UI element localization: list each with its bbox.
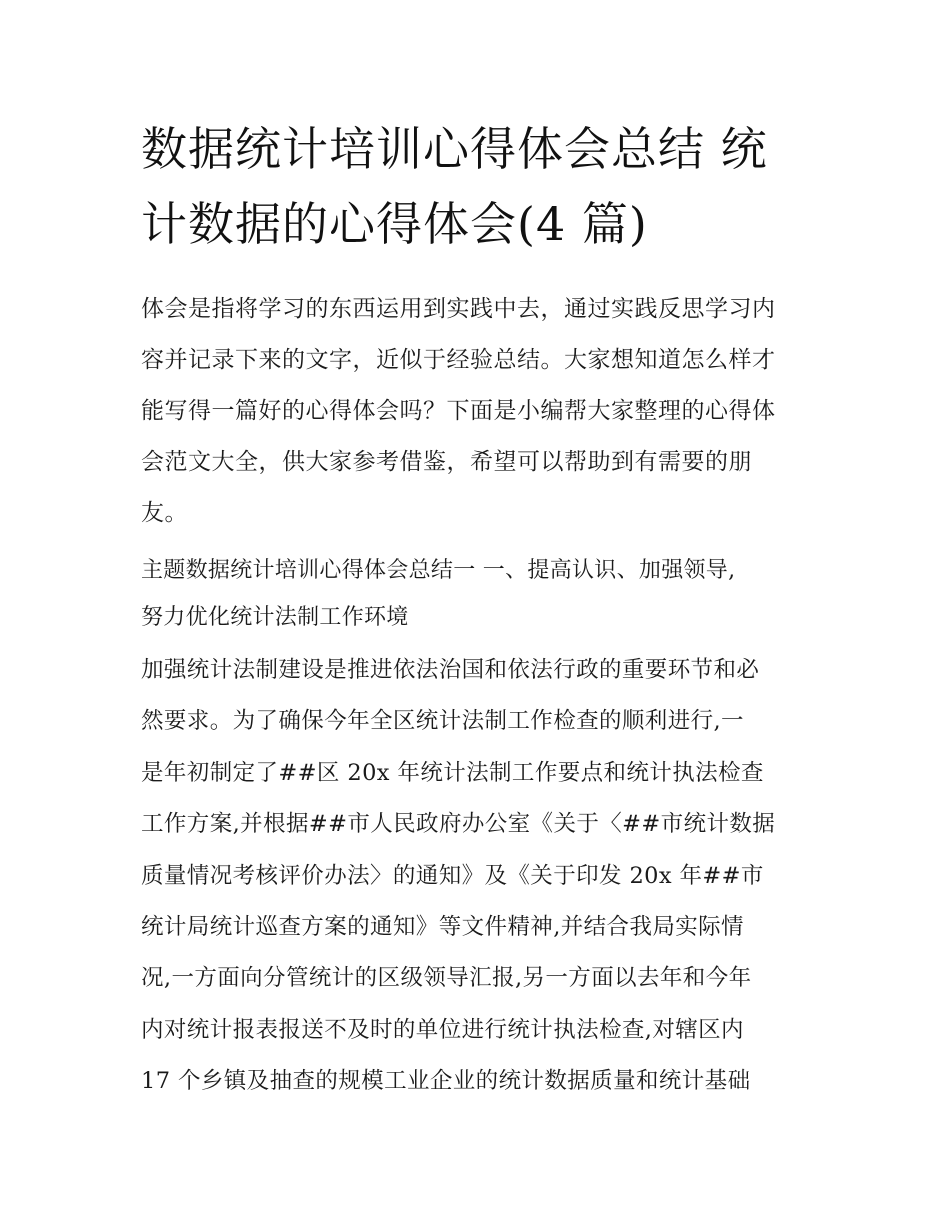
intro-line: 体会是指将学习的东西运用到实践中去，通过实践反思学习内 [141,296,776,322]
body-line: 17 个乡镇及抽查的规模工业企业的统计数据质量和统计基础 [141,1068,751,1095]
body-line: 统计局统计巡查方案的通知》等文件精神,并结合我局实际情 [141,914,744,941]
intro-line: 容并记录下来的文字，近似于经验总结。大家想知道怎么样才 [141,347,776,373]
intro-line: 会范文大全，供大家参考借鉴，希望可以帮助到有需要的朋 [141,449,752,475]
intro-line: 友。 [141,500,188,526]
body-line: 加强统计法制建设是推进依法治国和依法行政的重要环节和必 [141,657,760,683]
section-heading-line: 努力优化统计法制工作环境 [141,605,409,630]
document-content [141,112,813,1108]
title-line: 数据统计培训心得体会总结 统 [141,122,768,176]
document-title [141,112,813,262]
body-line: 质量情况考核评价办法〉的通知》及《关于印发 20x 年##市 [141,862,764,889]
body-paragraph [141,645,813,1108]
body-line: 是年初制定了##区 20x 年统计法制工作要点和统计执法检查 [141,759,764,786]
body-line: 况,一方面向分管统计的区级领导汇报,另一方面以去年和今年 [141,965,752,992]
body-line: 然要求。为了确保今年全区统计法制工作检查的顺利进行,一 [141,708,744,735]
title-line: 计数据的心得体会(4 篇) [141,197,648,251]
section-heading-line: 主题数据统计培训心得体会总结一 一、提高认识、加强领导, [141,558,736,583]
intro-line: 能写得一篇好的心得体会吗？下面是小编帮大家整理的心得体 [141,398,776,424]
body-line: 内对统计报表报送不及时的单位进行统计执法检查,对辖区内 [141,1016,744,1043]
section-heading [141,547,813,641]
body-line: 工作方案,并根据##市人民政府办公室《关于〈##市统计数据 [141,811,776,838]
intro-paragraph [141,284,813,539]
